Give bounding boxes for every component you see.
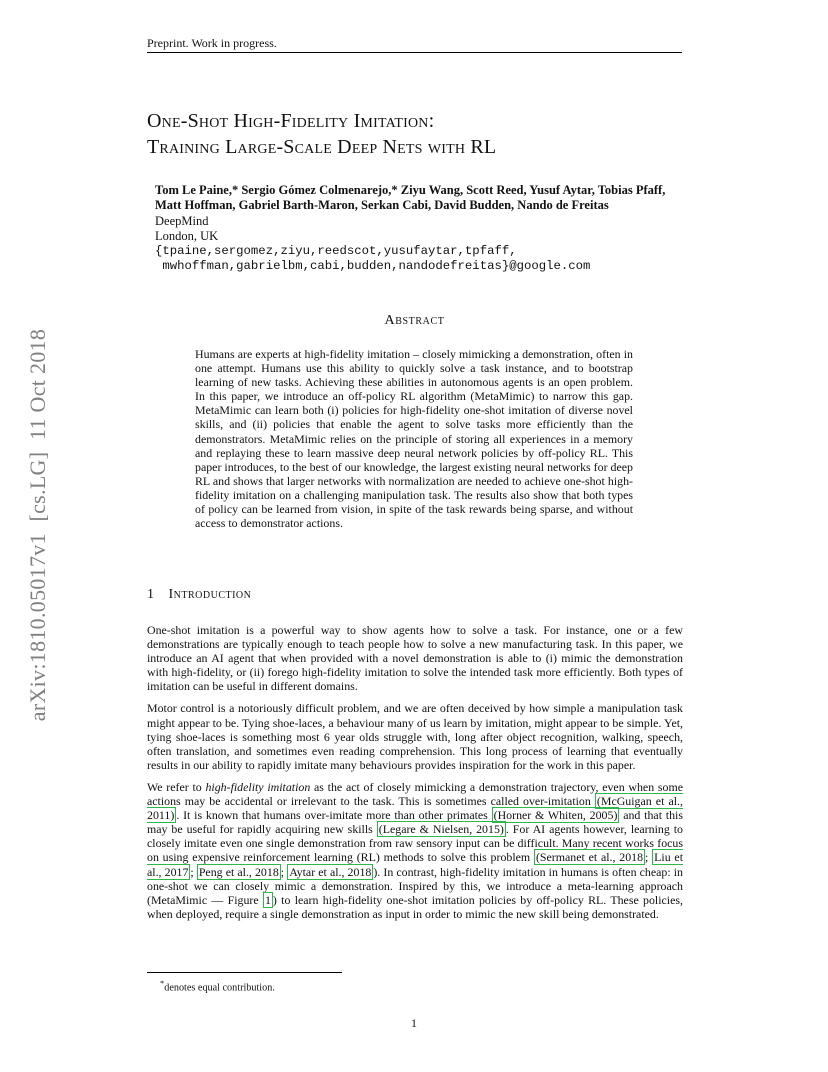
footnote-mark: *	[160, 978, 165, 988]
section-title: Introduction	[168, 587, 252, 602]
author-names-line-2: Matt Hoffman, Gabriel Barth-Maron, Serkan Cabi, David Budden, Nando de Freitas	[155, 198, 609, 213]
text-run: . For AI agents however, learning to closely imitate even one single demonstration from raw sensory input can be difficult. Many recent works focus on using expensive reinforcement learning (RL) methods to solve this problem	[147, 822, 683, 865]
citation-link[interactable]: (Legare & Nielsen, 2015)	[378, 822, 504, 837]
figure-link[interactable]: 1	[264, 892, 271, 907]
section-number: 1	[147, 587, 155, 602]
page-number: 1	[411, 1016, 417, 1030]
citation-link[interactable]: Aytar et al., 2018	[289, 864, 372, 879]
title-line-1: One-Shot High-Fidelity Imitation:	[147, 110, 435, 132]
text-run: and that this may be useful for rapidly acquiring new skills	[147, 808, 683, 837]
location: London, UK	[155, 228, 219, 243]
header-rule	[147, 52, 682, 53]
text-run: . It is known that humans over-imitate more than other primates	[176, 808, 492, 823]
author-block	[155, 183, 695, 275]
emphasis-term: high-fidelity imitation	[205, 779, 311, 794]
footnote-rule	[147, 972, 342, 973]
text-run: ;	[645, 850, 653, 865]
title-line-2: Training Large-Scale Deep Nets with RL	[147, 136, 497, 158]
abstract-text: Humans are experts at high-fidelity imitation – closely mimicking a demonstration, often in one attempt. Humans use this ability to quickly solve a task instance, and to bootstrap learning of new tasks. Achieving these abilities in autonomous agents is an open problem. In this paper, we introduce an off-policy RL algorithm (MetaMimic) to narrow this gap. MetaMimic can learn both (i) policies for high-fidelity one-shot imitation of diverse novel skills, and (ii) policies that enable the agent to solve tasks more efficiently than the demonstrators. MetaMimic relies on the principle of storing all experiences in a memory and replaying these to learn massive deep neural network policies by off-policy RL. This paper introduces, to the best of our knowledge, the largest existing neural networks for deep RL and shows that larger networks with normalization are needed to achieve one-shot high-fidelity imitation on a challenging manipulation task. The results also show that both types of policy can be learned from vision, in spite of the task rewards being sparse, and without access to demonstrator actions.	[195, 347, 633, 531]
footnote	[160, 977, 275, 994]
citation-link[interactable]: (Sermanet et al., 2018	[535, 850, 644, 865]
emails-line-1: {tpaine,sergomez,ziyu,reedscot,yusufaytar,tpfaff,	[155, 244, 517, 259]
running-head: Preprint. Work in progress.	[147, 36, 277, 50]
author-names-line-1: Tom Le Paine,* Sergio Gómez Colmenarejo,* Ziyu Wang, Scott Reed, Yusuf Aytar, Tobias Pfaff,	[155, 183, 666, 197]
citation-link[interactable]: (Horner & Whiten, 2005)	[493, 808, 618, 823]
affiliation: DeepMind	[155, 213, 209, 228]
intro-paragraph-1: One-shot imitation is a powerful way to show agents how to solve a task. For instance, one or a few demonstrations are typically enough to teach people how to solve a new manufacturing task. In this paper, we introduce an AI agent that when provided with a novel demonstration is able to (i) mimic the demonstration with high-fidelity, or (ii) forego high-fidelity imitation to solve the intended task more efficiently. Both types of imitation can be useful in different domains.	[147, 623, 683, 694]
text-run: We refer to	[147, 779, 206, 794]
text-run: ) to learn high-fidelity one-shot imitation policies by off-policy RL. These policies, when deployed, require a single demonstration as input in order to mimic the new skill being demonstrated.	[147, 892, 683, 921]
abstract-heading: Abstract	[384, 313, 445, 328]
text-run: ). In contrast, high-fidelity imitation in humans is often cheap: in one-shot we can closely mimic a demonstration. Inspired by this, we introduce a meta-learning approach (MetaMimic — Figure	[147, 864, 683, 907]
citation-link[interactable]: Liu et al., 2017	[147, 850, 684, 879]
arxiv-identifier-stamp: arXiv:1810.05017v1 [cs.LG] 11 Oct 2018	[25, 328, 50, 722]
text-run: ;	[280, 864, 288, 879]
emails-line-2: mwhoffman,gabrielbm,cabi,budden,nandodefreitas}@google.com	[155, 259, 591, 274]
paper-title	[147, 108, 707, 160]
intro-paragraph-2: Motor control is a notoriously difficult problem, and we are often deceived by how simple a manipulation task might appear to be. Tying shoe-laces, a behaviour many of us learn by imitation, might appear to be simple. Yet, tying shoe-laces is something most 6 year olds struggle with, long after object recognition, walking, speech, often translation, and sometimes even reading comprehension. This long process of learning that eventually results in our ability to rapidly imitate many behaviours provides inspiration for the work in this paper.	[147, 701, 683, 772]
footnote-text: denotes equal contribution.	[164, 982, 275, 994]
text-run: ;	[190, 864, 197, 879]
text-run: as the act of closely mimicking a demonstration trajectory, even when some actions may be accidental or irrelevant to the task. This is sometimes called over-imitation	[147, 779, 683, 809]
introduction-body	[147, 623, 683, 929]
intro-paragraph-3	[147, 780, 683, 921]
section-heading	[147, 587, 682, 603]
citation-link[interactable]: Peng et al., 2018	[198, 864, 279, 879]
citation-link[interactable]: (McGuigan et al., 2011)	[147, 794, 683, 823]
